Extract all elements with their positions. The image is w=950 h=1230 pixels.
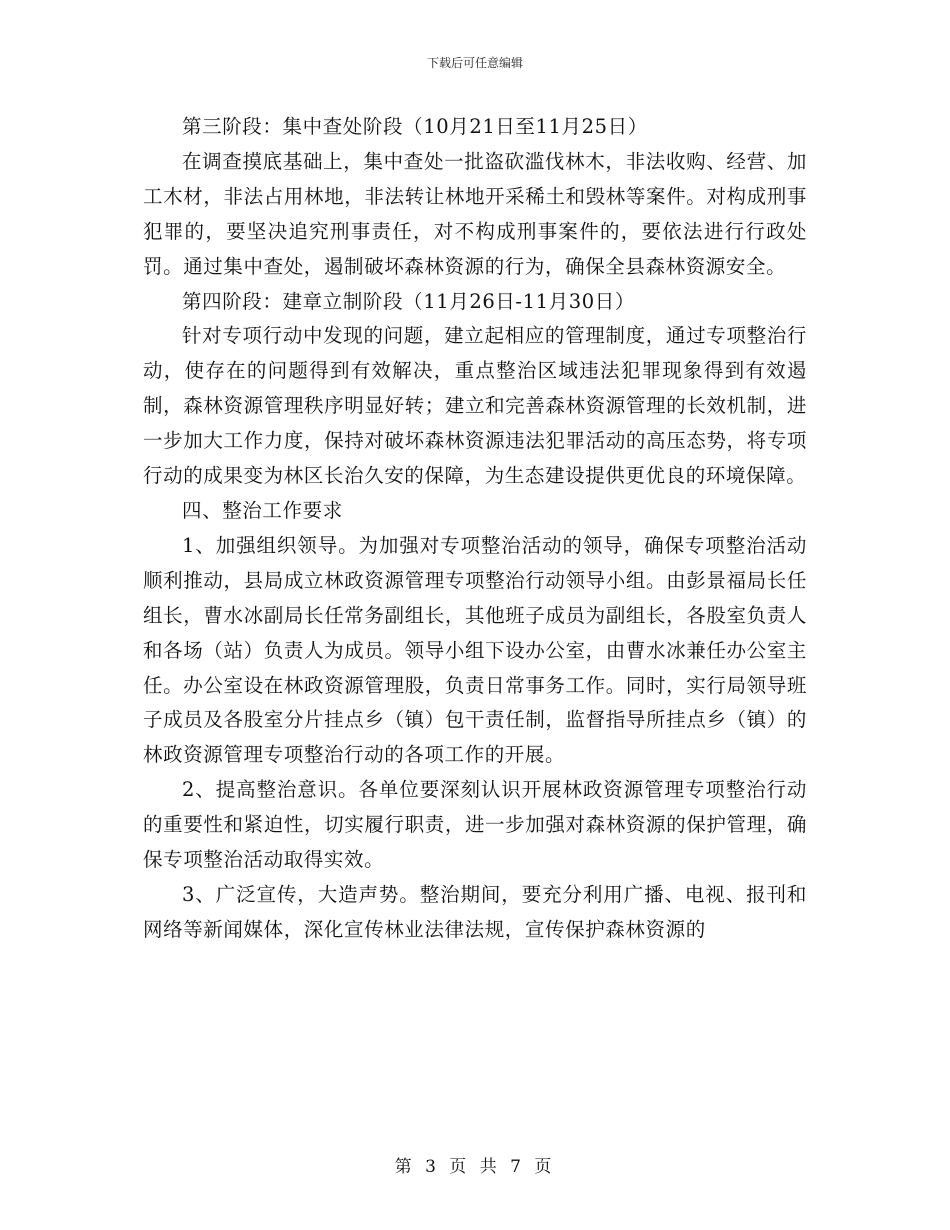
requirement-1-paragraph: 1、加强组织领导。为加强对专项整治活动的领导，确保专项整治活动顺利推动，县局成立林政资源管理专项整治行动领导小组。由彭景福局长任组长，曹水冰副局长任常务副组长，其他班子成员为副组长，各股室负责人和各场（站）负责人为成员。领导小组下设办公室，由曹水冰兼任办公室主任。办公室设在林政资源管理股，负责日常事务工作。同时，实行局领导班子成员及各股室分片挂点乡（镇）包干责任制，监督指导所挂点乡（镇）的林政资源管理专项整治行动的各项工作的开展。	[143, 533, 807, 767]
page-number-footer: 第 3 页 共 7 页	[394, 1157, 556, 1177]
stage-four-paragraph: 针对专项行动中发现的问题，建立起相应的管理制度，通过专项整治行动，使存在的问题得到有效解决，重点整治区域违法犯罪现象得到有效遏制，森林资源管理秩序明显好转；建立和完善森林资源管理的长效机制，进一步加大工作力度，保持对破坏森林资源违法犯罪活动的高压态势，将专项行动的成果变为林区长治久安的保障，为生态建设提供更优良的环境保障。	[143, 324, 807, 488]
requirement-2-paragraph: 2、提高整治意识。各单位要深刻认识开展林政资源管理专项整治行动的重要性和紧迫性，切实履行职责，进一步加强对森林资源的保护管理，确保专项整治活动取得实效。	[143, 778, 807, 872]
requirement-3-paragraph: 3、广泛宣传，大造声势。整治期间，要充分利用广播、电视、报刊和网络等新闻媒体，深化宣传林业法律法规，宣传保护森林资源的	[143, 882, 807, 941]
page-header: 下载后可任意编辑	[426, 56, 523, 70]
document-body	[143, 110, 807, 948]
stage-four-heading: 第四阶段：建章立制阶段（11月26日-11月30日）	[182, 289, 635, 313]
section-four-heading: 四、整治工作要求	[182, 498, 343, 522]
stage-three-paragraph: 在调查摸底基础上，集中查处一批盗砍滥伐林木，非法收购、经营、加工木材，非法占用林地，非法转让林地开采稀土和毁林等案件。对构成刑事犯罪的，要坚决追究刑事责任，对不构成刑事案件的，要依法进行行政处罚。通过集中查处，遏制破坏森林资源的行为，确保全县森林资源安全。	[143, 149, 807, 278]
stage-three-heading: 第三阶段：集中查处阶段（10月21日至11月25日）	[182, 115, 648, 138]
